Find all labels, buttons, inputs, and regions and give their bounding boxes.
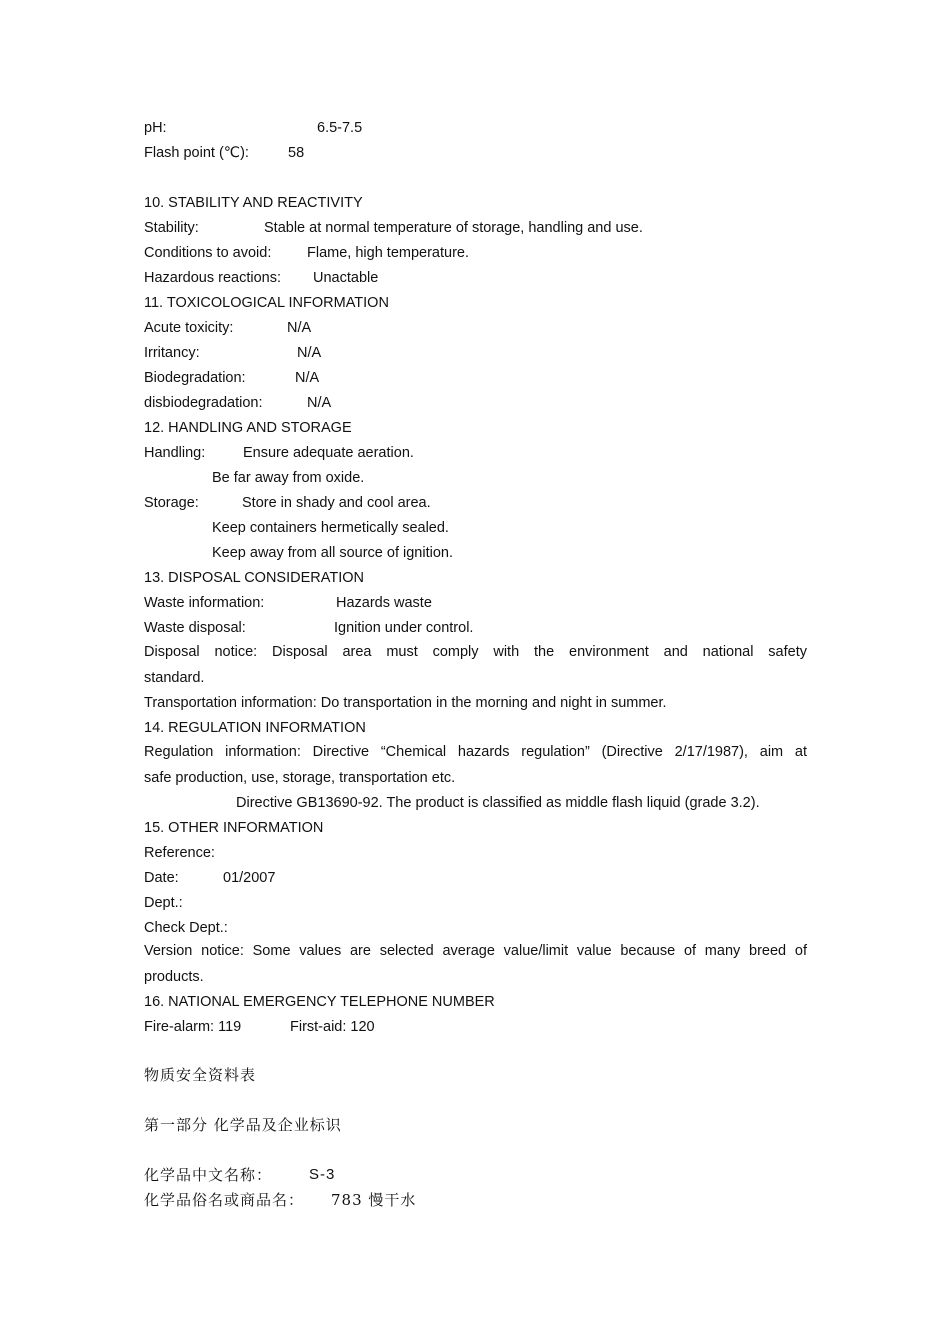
ph-label: pH: [144, 120, 167, 136]
conditions-value: Flame, high temperature. [307, 245, 469, 261]
handling-value: Ensure adequate aeration. [243, 445, 414, 461]
storage-label: Storage: [144, 495, 199, 511]
disposal-notice-line-2: standard. [144, 670, 205, 686]
regulation-line-3: Directive GB13690-92. The product is classified as middle flash liquid (grade 3.2). [236, 795, 760, 811]
storage-row [144, 494, 431, 512]
section-10-title: 10. STABILITY AND REACTIVITY [144, 195, 363, 211]
ph-row [144, 119, 363, 137]
handling-value-2: Be far away from oxide. [212, 470, 365, 486]
waste-disposal-label: Waste disposal: [144, 620, 246, 636]
cn-name-label: 化学品中文名称： [144, 1166, 273, 1184]
transportation-line: Transportation information: Do transportation in the morning and night in summer. [144, 695, 667, 711]
storage-value-3: Keep away from all source of ignition. [212, 545, 453, 561]
disbiodeg-label: disbiodegradation: [144, 395, 263, 411]
stability-value: Stable at normal temperature of storage, handling and use. [264, 220, 643, 236]
handling-row [144, 444, 414, 462]
biodeg-label: Biodegradation: [144, 370, 246, 386]
cn-trade-row [144, 1191, 417, 1209]
waste-disposal-value: Ignition under control. [334, 620, 474, 636]
waste-info-label: Waste information: [144, 595, 265, 611]
dept-line: Dept.: [144, 895, 183, 911]
storage-value-2: Keep containers hermetically sealed. [212, 520, 449, 536]
conditions-label: Conditions to avoid: [144, 245, 272, 261]
hazardous-value: Unactable [313, 270, 379, 286]
acute-label: Acute toxicity: [144, 320, 234, 336]
section-13-title: 13. DISPOSAL CONSIDERATION [144, 570, 364, 586]
stability-label: Stability: [144, 220, 199, 236]
biodeg-row [144, 369, 320, 387]
disbiodeg-row [144, 394, 332, 412]
cn-heading: 物质安全资料表 [144, 1066, 257, 1084]
flash-point-label: Flash point (℃): [144, 145, 249, 161]
cn-trade-value: 783 慢干水 [331, 1191, 417, 1209]
irritancy-value: N/A [297, 345, 322, 361]
section-14-title: 14. REGULATION INFORMATION [144, 720, 366, 736]
version-notice-line-1: Version notice: Some values are selected average value/limit value because of many breed of [144, 943, 807, 959]
section-12-title: 12. HANDLING AND STORAGE [144, 420, 352, 436]
acute-value: N/A [287, 320, 312, 336]
regulation-line-2: safe production, use, storage, transportation etc. [144, 770, 456, 786]
disposal-notice-line-1: Disposal notice: Disposal area must comply with the environment and national safety [144, 644, 807, 660]
regulation-line-1: Regulation information: Directive “Chemical hazards regulation” (Directive 2/17/1987), aim at [144, 744, 807, 760]
cn-name-row [144, 1166, 336, 1184]
conditions-row [144, 244, 469, 262]
flash-point-row [144, 144, 305, 162]
fire-alarm: Fire-alarm: 119 [144, 1019, 242, 1035]
cn-part-1-title: 第一部分 化学品及企业标识 [144, 1116, 342, 1134]
waste-info-value: Hazards waste [336, 595, 432, 611]
section-15-title: 15. OTHER INFORMATION [144, 820, 324, 836]
first-aid: First-aid: 120 [290, 1019, 375, 1035]
ph-value: 6.5-7.5 [317, 120, 363, 136]
storage-value: Store in shady and cool area. [242, 495, 431, 511]
disbiodeg-value: N/A [307, 395, 332, 411]
cn-trade-label: 化学品俗名或商品名： [144, 1191, 305, 1209]
biodeg-value: N/A [295, 370, 320, 386]
stability-row [144, 219, 643, 237]
waste-info-row [144, 594, 432, 612]
handling-label: Handling: [144, 445, 206, 461]
cn-name-value: S-3 [309, 1166, 336, 1183]
section-16-title: 16. NATIONAL EMERGENCY TELEPHONE NUMBER [144, 994, 495, 1010]
hazardous-row [144, 269, 379, 287]
acute-row [144, 319, 312, 337]
check-dept-line: Check Dept.: [144, 920, 228, 936]
date-value: 01/2007 [223, 870, 276, 886]
waste-disposal-row [144, 619, 474, 637]
irritancy-label: Irritancy: [144, 345, 200, 361]
hazardous-label: Hazardous reactions: [144, 270, 282, 286]
section-11-title: 11. TOXICOLOGICAL INFORMATION [144, 295, 389, 311]
version-notice-line-2: products. [144, 969, 204, 985]
irritancy-row [144, 344, 322, 362]
date-row [144, 869, 276, 887]
reference-line: Reference: [144, 845, 215, 861]
flash-point-value: 58 [288, 145, 305, 161]
telephone-row [144, 1018, 375, 1036]
date-label: Date: [144, 870, 179, 886]
